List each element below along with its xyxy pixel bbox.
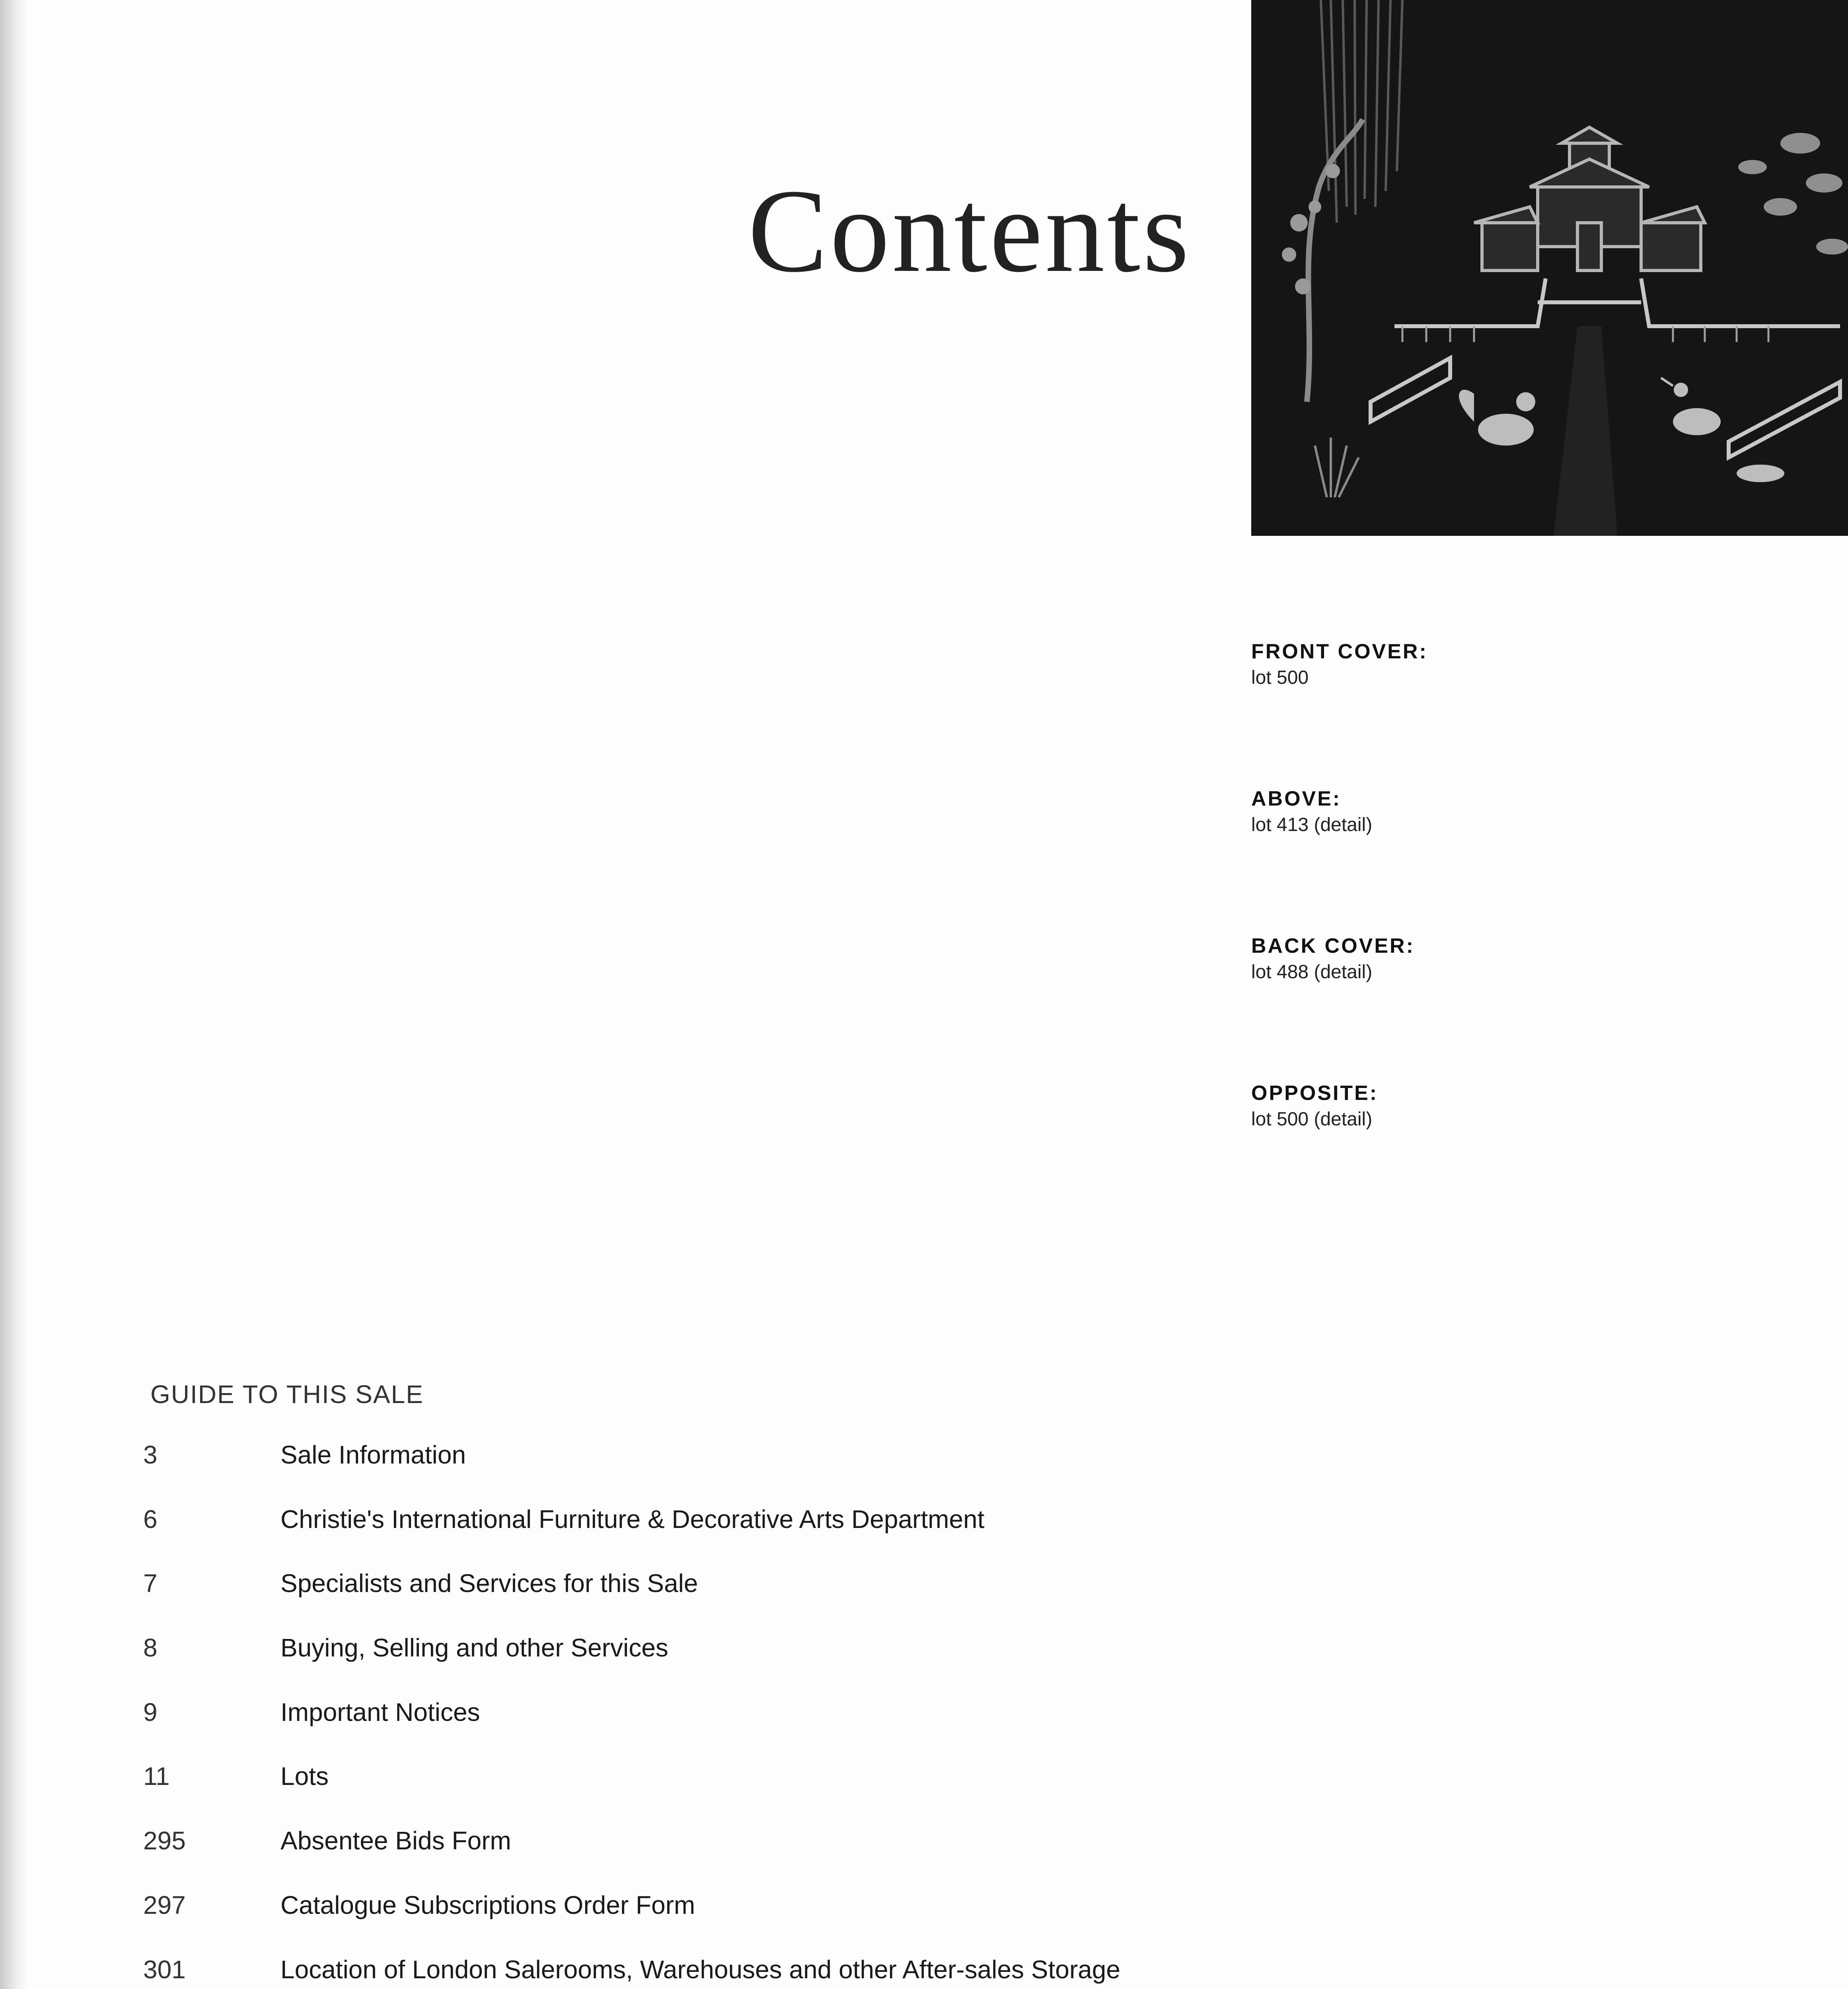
caption-value: lot 500	[1251, 667, 1309, 688]
caption-label: OPPOSITE:	[1251, 1082, 1379, 1105]
caption-value: lot 488 (detail)	[1251, 961, 1373, 983]
caption-value: lot 500 (detail)	[1251, 1108, 1373, 1130]
caption-value: lot 413 (detail)	[1251, 814, 1373, 835]
caption-back-cover	[1251, 933, 1415, 985]
toc-page-number: 9	[143, 1697, 158, 1726]
page-edge-shadow	[0, 0, 28, 1989]
page-title: Contents	[748, 165, 1192, 297]
caption-label: FRONT COVER:	[1251, 640, 1428, 663]
toc-page-number: 11	[143, 1762, 170, 1791]
artwork-image	[1251, 0, 1848, 536]
toc-page-number: 7	[143, 1569, 158, 1598]
caption-front-cover	[1251, 638, 1428, 690]
toc-entry-title: Specialists and Services for this Sale	[280, 1569, 698, 1598]
caption-label: BACK COVER:	[1251, 934, 1415, 958]
toc-page-number: 8	[143, 1633, 158, 1662]
toc-page-number: 297	[143, 1890, 186, 1919]
toc-page-number: 295	[143, 1826, 186, 1855]
caption-above	[1251, 786, 1372, 837]
toc-entry-title: Important Notices	[280, 1697, 480, 1726]
toc-page-number: 6	[143, 1504, 158, 1534]
toc-entry-title: Sale Information	[280, 1440, 466, 1469]
toc-page-number: 3	[143, 1440, 158, 1469]
toc-entry-title: Catalogue Subscriptions Order Form	[280, 1890, 695, 1919]
caption-label: ABOVE:	[1251, 787, 1342, 810]
toc-page-number: 301	[143, 1955, 186, 1984]
guide-heading: GUIDE TO THIS SALE	[150, 1380, 424, 1409]
lacquer-panel-illustration	[1251, 0, 1848, 536]
toc-entry-title: Location of London Salerooms, Warehouses and other After-sales Storage	[280, 1955, 1120, 1984]
caption-opposite	[1251, 1080, 1378, 1132]
toc-entry-title: Absentee Bids Form	[280, 1826, 511, 1855]
toc-entry-title: Christie's International Furniture & Decorative Arts Department	[280, 1504, 985, 1534]
toc-entry-title: Buying, Selling and other Services	[280, 1633, 668, 1662]
toc-entry-title: Lots	[280, 1762, 329, 1791]
